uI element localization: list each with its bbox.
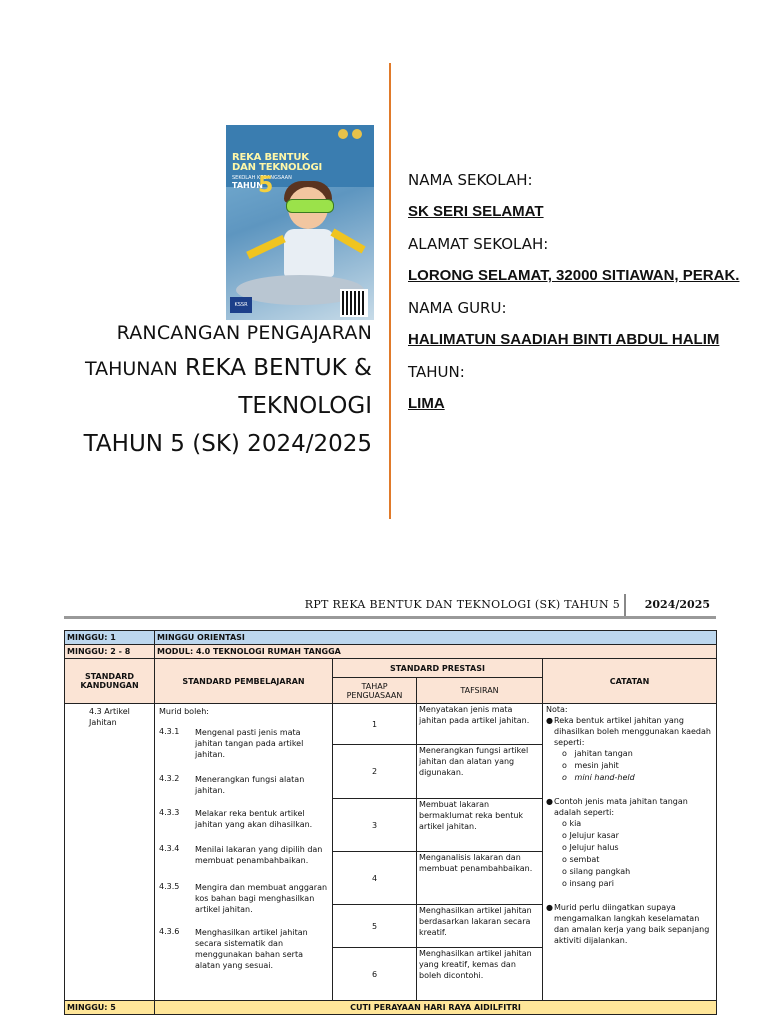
pembelajaran-intro: Murid boleh: xyxy=(159,707,209,716)
year-value: LIMA xyxy=(408,395,445,412)
qr-code-icon xyxy=(342,291,366,315)
list-item: o insang pari xyxy=(562,879,614,888)
book-title-line1: REKA BENTUK xyxy=(232,152,309,163)
list-item xyxy=(159,727,328,760)
rpt-table xyxy=(64,630,717,1015)
tafsiran-cell: Menghasilkan artikel jahitan berdasarkan lakaran secara kreatif. xyxy=(417,905,543,948)
header-standard-prestasi: STANDARD PRESTASI xyxy=(333,659,543,678)
sub-item: insang pari xyxy=(569,879,614,888)
vertical-divider xyxy=(389,63,391,519)
list-item xyxy=(546,902,712,946)
sub-item: mini hand-held xyxy=(574,773,635,782)
list-item xyxy=(159,808,328,830)
kandungan-cell: 4.3 Artikel Jahitan xyxy=(65,704,155,1001)
header-standard-kandungan: STANDARD KANDUNGAN xyxy=(65,659,155,704)
header-separator xyxy=(624,594,626,616)
textbook-cover-image xyxy=(226,125,374,320)
teacher-label: NAMA GURU: xyxy=(408,299,507,317)
ministry-logo-icon xyxy=(352,129,362,139)
year-label: TAHUN: xyxy=(408,363,465,381)
sp-text: Menghasilkan artikel jahitan secara sistematik dan menggunakan bahan serta alatan yang sesuai. xyxy=(195,928,308,970)
sp-text: Mengenal pasti jenis mata jahitan tangan pada artikel jahitan. xyxy=(195,728,304,759)
book-subtitle: SEKOLAH KEBANGSAAN xyxy=(232,175,292,181)
sp-code: 4.3.2 xyxy=(159,774,180,783)
list-item: o Jelujur kasar xyxy=(562,831,619,840)
list-item: o jahitan tangan xyxy=(562,749,633,758)
robot-arm-right xyxy=(330,229,365,254)
tahap-cell: 5 xyxy=(333,905,417,948)
sp-code: 4.3.4 xyxy=(159,844,180,853)
list-item: o Jelujur halus xyxy=(562,843,619,852)
list-item xyxy=(546,715,712,748)
week-cell: MINGGU: 5 xyxy=(65,1001,155,1015)
header-tafsiran: TAFSIRAN xyxy=(417,678,543,704)
tahap-cell: 3 xyxy=(333,799,417,852)
robot-arm-left xyxy=(246,235,286,259)
book-title-line2: DAN TEKNOLOGI xyxy=(232,162,323,173)
tahap-cell: 2 xyxy=(333,745,417,799)
list-item xyxy=(159,927,328,971)
crest-icon xyxy=(338,129,348,139)
sp-text: Menerangkan fungsi alatan jahitan. xyxy=(195,775,305,795)
title-line2 xyxy=(84,350,372,387)
sp-code: 4.3.3 xyxy=(159,808,180,817)
tafsiran-cell: Menyatakan jenis mata jahitan pada artikel jahitan. xyxy=(417,704,543,745)
week-cell: MINGGU: 2 - 8 xyxy=(65,645,155,659)
sp-text: Menilai lakaran yang dipilih dan membuat penambahbaikan. xyxy=(195,845,323,865)
week-label: MINGGU ORIENTASI xyxy=(155,631,717,645)
table-row-week1 xyxy=(65,631,717,645)
list-item: o kia xyxy=(562,819,582,828)
tafsiran-cell: Menganalisis lakaran dan membuat penambahbaikan. xyxy=(417,852,543,905)
table-row-week5 xyxy=(65,1001,717,1015)
bullet-icon: ● xyxy=(546,716,553,725)
list-item xyxy=(159,882,328,915)
book-tahun: TAHUN xyxy=(232,181,263,190)
title-line2-small: TAHUNAN xyxy=(84,358,178,380)
sp-text: Melakar reka bentuk artikel jahitan yang akan dihasilkan. xyxy=(195,809,313,829)
table-row xyxy=(65,704,717,745)
tafsiran-cell: Membuat lakaran bermaklumat reka bentuk artikel jahitan. xyxy=(417,799,543,852)
page-header-year: 2024/2025 xyxy=(644,598,710,611)
tahap-cell: 1 xyxy=(333,704,417,745)
week-cell: MINGGU: 1 xyxy=(65,631,155,645)
list-item: o silang pangkah xyxy=(562,867,631,876)
school-value: SK SERI SELAMAT xyxy=(408,203,544,220)
sp-text: Mengira dan membuat anggaran kos bahan bagi menghasilkan artikel jahitan. xyxy=(195,883,328,914)
school-label: NAMA SEKOLAH: xyxy=(408,171,533,189)
header-standard-pembelajaran: STANDARD PEMBELAJARAN xyxy=(155,659,333,704)
sub-item: Jelujur kasar xyxy=(569,831,619,840)
table-row-week2 xyxy=(65,645,717,659)
catatan-cell xyxy=(543,704,717,1001)
title-line3: TEKNOLOGI xyxy=(238,393,372,419)
tafsiran-cell: Menghasilkan artikel jahitan yang kreatif, kemas dan boleh dicontohi. xyxy=(417,948,543,1001)
catatan-nota: Nota: xyxy=(546,705,568,714)
header-rule xyxy=(64,616,716,619)
sub-item: jahitan tangan xyxy=(574,749,633,758)
header-row xyxy=(65,659,717,678)
sp-code: 4.3.6 xyxy=(159,927,180,936)
sub-item: mesin jahit xyxy=(574,761,619,770)
list-item: o mesin jahit xyxy=(562,761,619,770)
sp-code: 4.3.5 xyxy=(159,882,180,891)
tahap-cell: 4 xyxy=(333,852,417,905)
address-label: ALAMAT SEKOLAH: xyxy=(408,235,549,253)
catatan-bullet1: Reka bentuk artikel jahitan yang dihasilkan boleh menggunakan kaedah seperti: xyxy=(554,716,711,747)
header-catatan: CATATAN xyxy=(543,659,717,704)
catatan-bullet3: Murid perlu diingatkan supaya mengamalkan langkah keselamatan dan amalan kerja yang baik sepanjang aktiviti dijalankan. xyxy=(554,903,710,945)
goggles-icon xyxy=(286,199,334,213)
school-info xyxy=(408,168,739,424)
tafsiran-cell: Menerangkan fungsi artikel jahitan dan alatan yang digunakan. xyxy=(417,745,543,799)
list-item xyxy=(546,796,712,818)
title-line2-big: REKA BENTUK & xyxy=(185,355,372,381)
sub-item: silang pangkah xyxy=(569,867,631,876)
address-value: LORONG SELAMAT, 32000 SITIAWAN, PERAK. xyxy=(408,267,740,284)
header-tahap: TAHAP PENGUASAAN xyxy=(333,678,417,704)
bullet-icon: ● xyxy=(546,903,553,912)
pembelajaran-cell xyxy=(155,704,333,1001)
list-item xyxy=(159,774,328,796)
title-line1: RANCANGAN PENGAJARAN xyxy=(116,322,372,344)
teacher-value: HALIMATUN SAADIAH BINTI ABDUL HALIM xyxy=(408,331,720,348)
page-header-title: RPT REKA BENTUK DAN TEKNOLOGI (SK) TAHUN 5 xyxy=(304,598,620,611)
sub-item: Jelujur halus xyxy=(569,843,619,852)
tahap-cell: 6 xyxy=(333,948,417,1001)
bullet-icon: ● xyxy=(546,797,553,806)
title-line4: TAHUN 5 (SK) 2024/2025 xyxy=(83,431,372,457)
sp-code: 4.3.1 xyxy=(159,727,180,736)
character-body xyxy=(284,229,334,277)
book-number: 5 xyxy=(258,173,274,198)
sub-item: sembat xyxy=(569,855,600,864)
list-item: o mini hand-held xyxy=(562,773,635,782)
module-label: MODUL: 4.0 TEKNOLOGI RUMAH TANGGA xyxy=(155,645,717,659)
sub-item: kia xyxy=(569,819,582,828)
catatan-bullet2: Contoh jenis mata jahitan tangan adalah seperti: xyxy=(554,797,688,817)
list-item xyxy=(159,844,328,866)
list-item: o sembat xyxy=(562,855,600,864)
kssr-badge: KSSR xyxy=(230,297,252,313)
plan-title xyxy=(84,316,372,463)
holiday-label: CUTI PERAYAAN HARI RAYA AIDILFITRI xyxy=(155,1001,717,1015)
page-header xyxy=(64,592,716,618)
